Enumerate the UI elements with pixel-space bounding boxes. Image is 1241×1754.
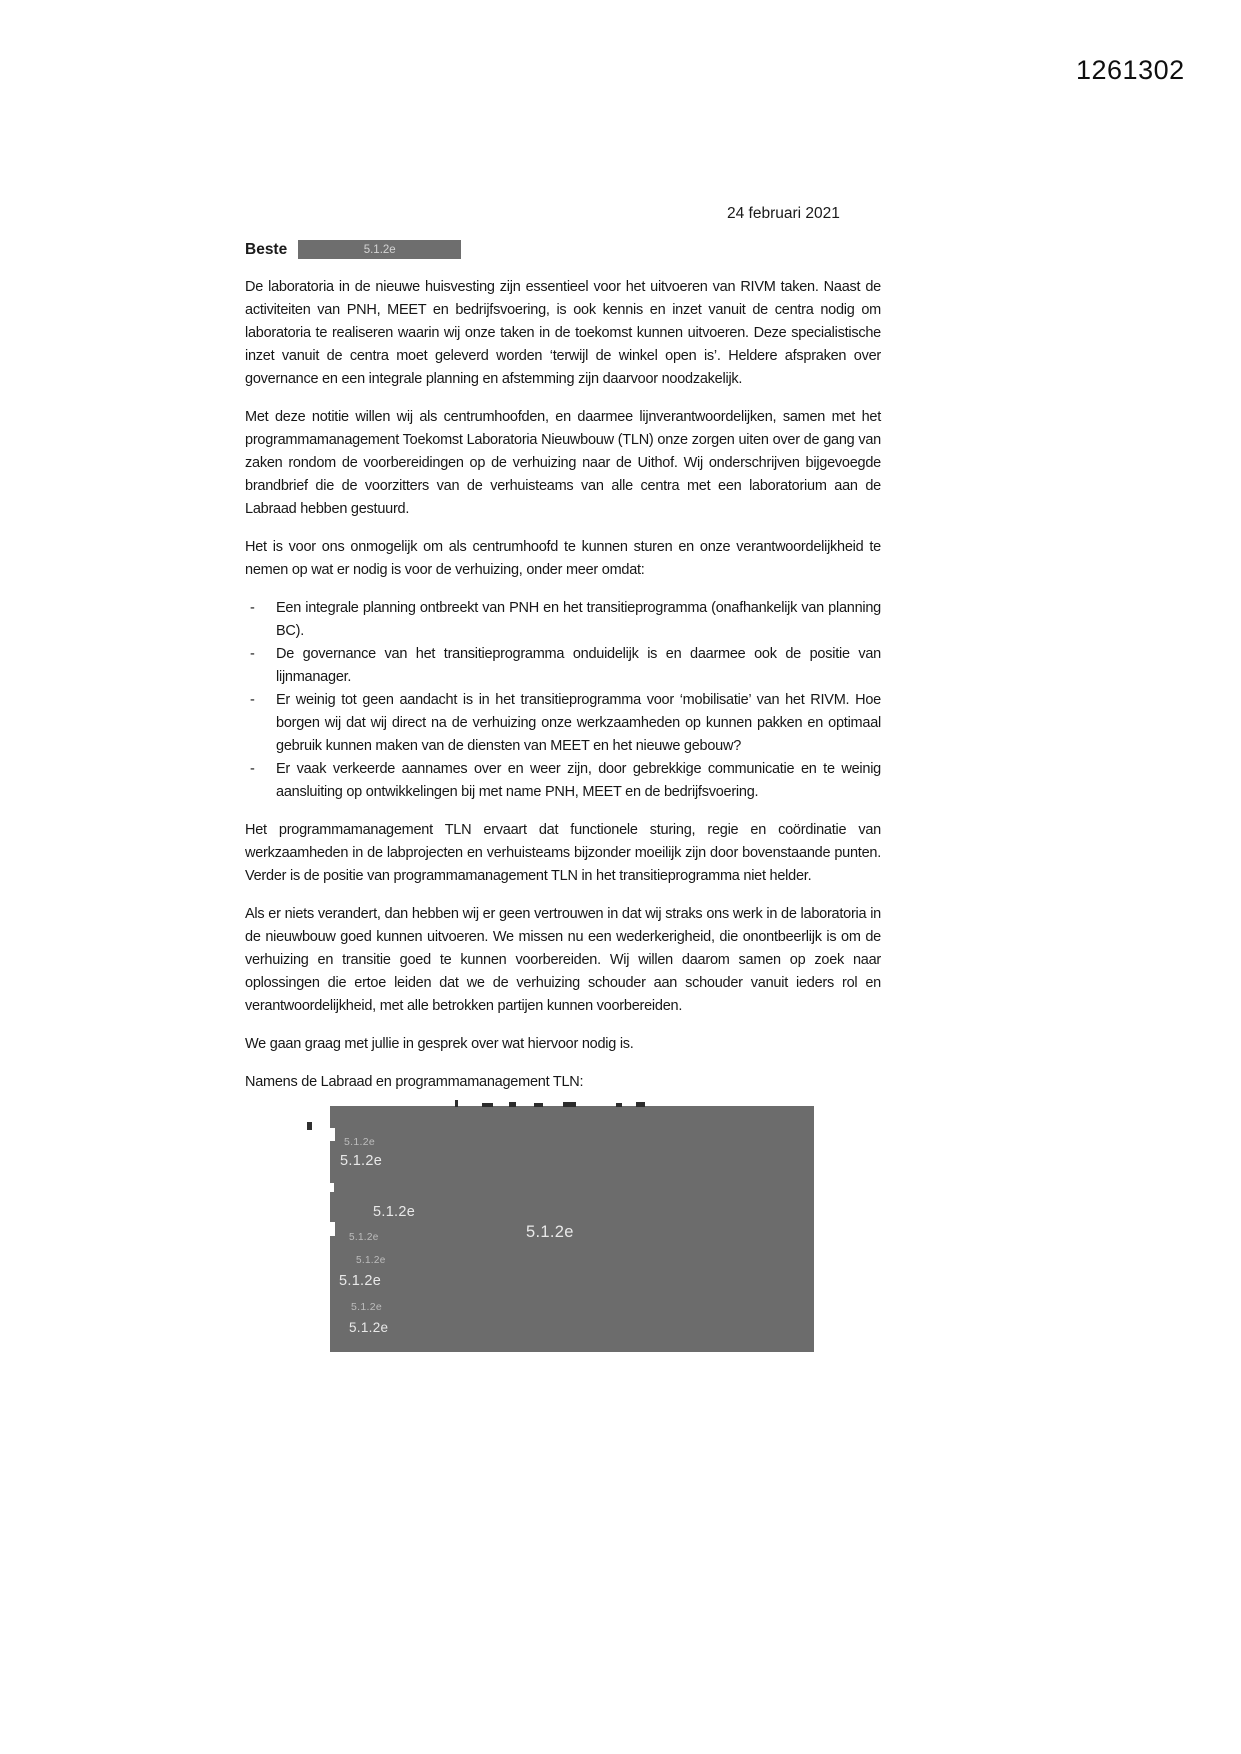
paragraph-onmogelijk-sturen: Het is voor ons onmogelijk om als centrumhoofd te kunnen sturen en onze verantwoordelijkheid te nemen op wat er nodig is voor de verhuizing, onder meer omdat: bbox=[245, 539, 881, 578]
bullet-text: Een integrale planning ontbreekt van PNH en het transitieprogramma (onafhankelijk van planning BC). bbox=[276, 600, 881, 639]
paragraph-signoff: Namens de Labraad en programmamanagement TLN: bbox=[245, 1074, 584, 1090]
scan-artifact bbox=[329, 1222, 335, 1236]
scan-artifact bbox=[329, 1183, 334, 1192]
redaction-stamp: 5.1.2e bbox=[526, 1223, 574, 1241]
signature-redaction-block bbox=[330, 1106, 814, 1352]
bullet-text: De governance van het transitieprogramma onduidelijk is en daarmee ook de positie van lijnmanager. bbox=[276, 646, 881, 685]
redaction-stamp: 5.1.2e bbox=[339, 1273, 382, 1289]
paragraph-closing: We gaan graag met jullie in gesprek over wat hiervoor nodig is. bbox=[245, 1036, 634, 1052]
list-item bbox=[245, 689, 881, 758]
paragraph-notitie-zorgen: Met deze notitie willen wij als centrumhoofden, en daarmee lijnverantwoordelijken, samen met het programmamanagement Toekomst Laboratoria Nieuwbouw (TLN) onze zorgen uiten over de gang van zaken rondom de voorbereidingen op de verhuizing naar de Uithof. Wij onderschrijven bijgevoegde brandbrief die de voorzitters van de verhuisteams van alle centra met een laboratorium aan de Labraad hebben gestuurd. bbox=[245, 409, 881, 517]
letter-date: 24 februari 2021 bbox=[727, 205, 840, 222]
redaction-stamp: 5.1.2e bbox=[373, 1204, 416, 1220]
bullet-dash: - bbox=[250, 761, 255, 777]
redaction-stamp: 5.1.2e bbox=[351, 1301, 382, 1313]
list-item bbox=[245, 597, 881, 643]
redaction-stamp: 5.1.2e bbox=[349, 1232, 379, 1243]
paragraph-labs-essential: De laboratoria in de nieuwe huisvesting zijn essentieel voor het uitvoeren van RIVM taken. Naast de activiteiten van PNH, MEET en bedrijfsvoering, is ook kennis en inzet vanuit de centra nodig om laboratoria te realiseren waarin wij onze taken in de toekomst kunnen uitvoeren. Deze specialistische inzet vanuit de centra moet geleverd worden ‘terwijl de winkel open is’. Heldere afspraken over governance en een integrale planning en afstemming zijn daarvoor noodzakelijk. bbox=[245, 279, 881, 387]
covered-text-scan-artifact bbox=[455, 1100, 645, 1107]
list-item bbox=[245, 643, 881, 689]
bullet-dash: - bbox=[250, 600, 255, 616]
redaction-stamp: 5.1.2e bbox=[340, 1153, 383, 1169]
document-number: 1261302 bbox=[1076, 55, 1185, 85]
scan-artifact bbox=[329, 1128, 335, 1141]
salutation-redaction-box bbox=[298, 240, 461, 259]
bullet-text: Er vaak verkeerde aannames over en weer zijn, door gebrekkige communicatie en te weinig aansluiting op ontwikkelingen bij met name PNH, MEET en de bedrijfsvoering. bbox=[276, 761, 881, 800]
redaction-code-label: 5.1.2e bbox=[363, 243, 396, 256]
bullet-dash: - bbox=[250, 646, 255, 662]
list-item bbox=[245, 758, 881, 804]
concerns-bullet-list bbox=[245, 597, 881, 804]
paragraph-tln-ervaart: Het programmamanagement TLN ervaart dat functionele sturing, regie en coördinatie van werkzaamheden in de labprojecten en verhuisteams bijzonder moeilijk zijn door bovenstaande punten. Verder is de positie van programmamanagement TLN in het transitieprogramma niet helder. bbox=[245, 822, 881, 884]
redaction-stamp: 5.1.2e bbox=[344, 1136, 375, 1148]
paragraph-geen-vertrouwen: Als er niets verandert, dan hebben wij er geen vertrouwen in dat wij straks ons werk in de laboratoria in de nieuwbouw goed kunnen uitvoeren. We missen nu een wederkerigheid, die onontbeerlijk is om de verhuizing en transitie goed te kunnen voorbereiden. Wij willen daarom samen op zoek naar oplossingen die ertoe leiden dat we de verhuizing schouder aan schouder vanuit ieders rol en verantwoordelijkheid, met alle betrokken partijen kunnen voorbereiden. bbox=[245, 906, 881, 1014]
salutation-row bbox=[245, 240, 461, 259]
bullet-text: Er weinig tot geen aandacht is in het transitieprogramma voor ‘mobilisatie’ van het RIVM. Hoe borgen wij dat wij direct na de verhuizing onze werkzaamheden op kunnen pakken en optimaal gebruik kunnen maken van de diensten van MEET en het nieuwe gebouw? bbox=[276, 692, 881, 754]
letter-body bbox=[245, 276, 881, 1352]
scan-artifact bbox=[307, 1122, 312, 1130]
redaction-stamp: 5.1.2e bbox=[349, 1320, 389, 1335]
redaction-stamp: 5.1.2e bbox=[356, 1255, 386, 1266]
bullet-dash: - bbox=[250, 692, 255, 708]
salutation-label: Beste bbox=[245, 240, 288, 258]
